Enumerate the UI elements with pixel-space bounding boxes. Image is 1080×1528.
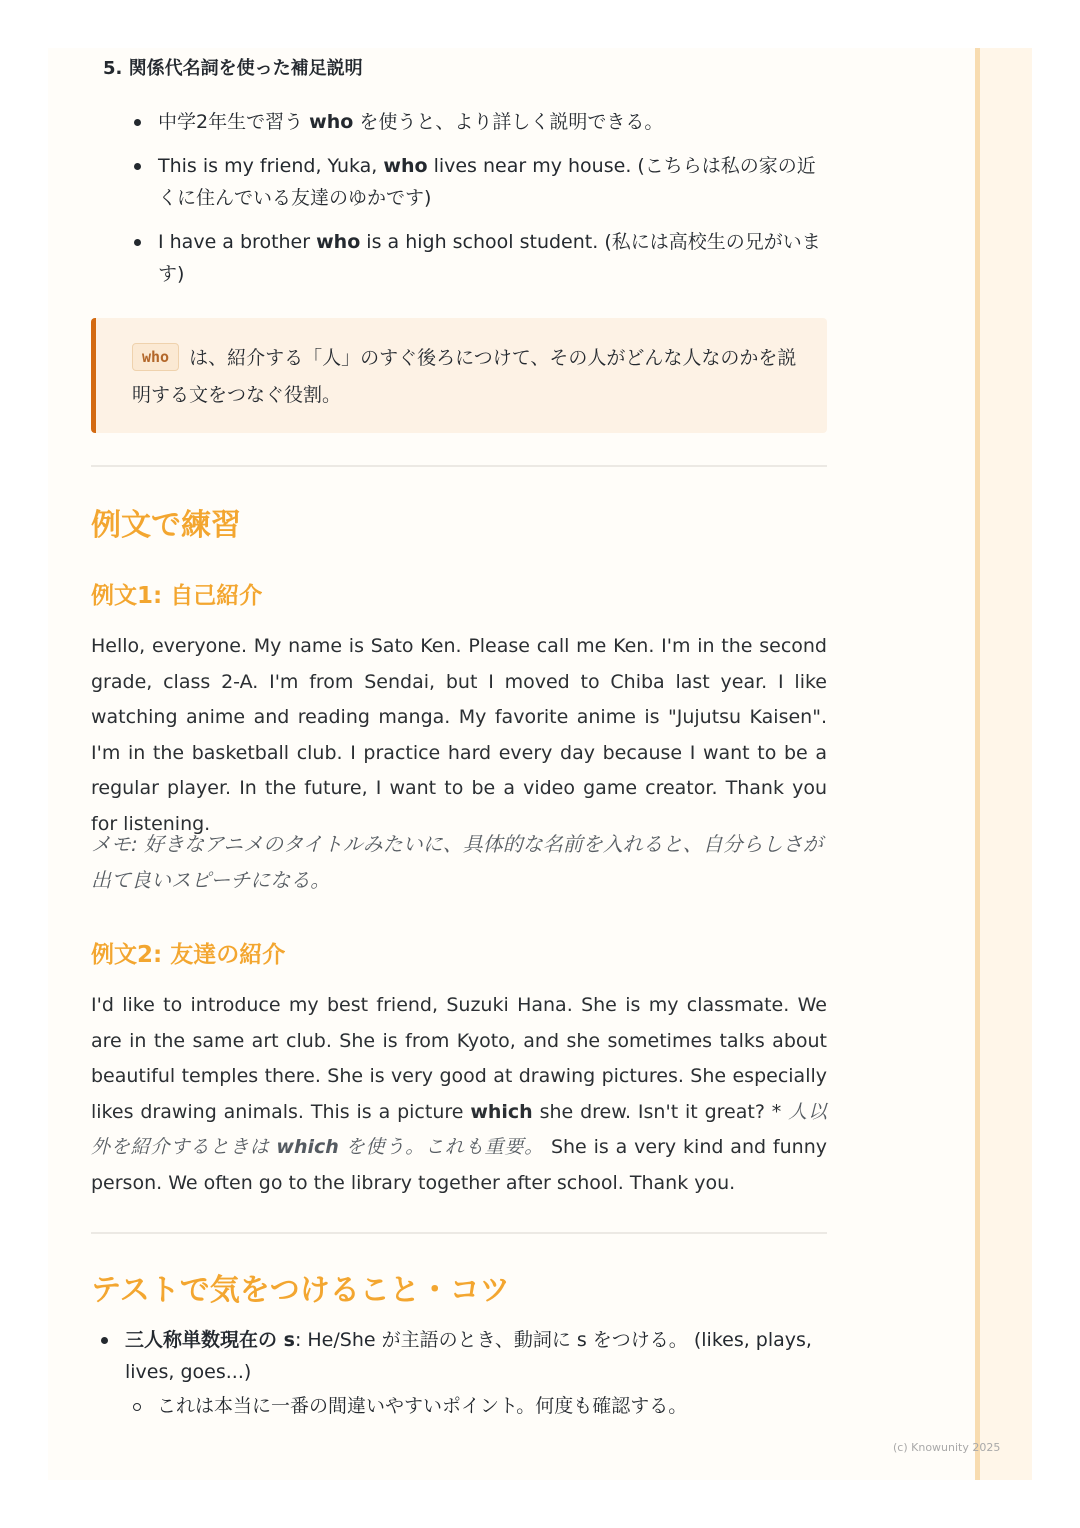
bullet-bold: 三人称単数現在の s (125, 1329, 295, 1351)
section-5-title: 5. 関係代名詞を使った補足説明 (103, 58, 363, 79)
example-1-memo: メモ: 好きなアニメのタイトルみたいに、具体的な名前を入れると、自分らしさが出て良いスピーチになる。 (91, 832, 823, 892)
bullet-bold: who (383, 155, 428, 177)
para-italic: 人以外を紹介するときは (91, 1100, 827, 1158)
para-italic-bold: which (276, 1136, 339, 1158)
example-2-heading: 例文2: 友達の紹介 (91, 942, 286, 968)
bullet-text: を使うと、より詳しく説明できる。 (353, 111, 664, 133)
callout-note (91, 318, 827, 433)
bullet-text: : He/She が主語のとき、動詞に s をつける。 (likes, plays, lives, goes...) (125, 1329, 812, 1383)
callout-text (132, 340, 812, 414)
bullet-bold: who (309, 111, 354, 133)
bullet-text: これは本当に一番の間違いやすいポイント。何度も確認する。 (157, 1395, 688, 1417)
para-italic: を使う。これも重要。 (338, 1136, 545, 1158)
bullet-text: lives near my house. (こちらは私の家の近くに住んでいる友達のゆかです) (158, 155, 816, 209)
para-bold: which (470, 1100, 533, 1123)
side-margin-line (975, 48, 980, 1480)
para-text: She is a very kind and funny person. We often go to the library together after school. Thank you. (91, 1136, 827, 1194)
callout-body: は、紹介する「人」のすぐ後ろにつけて、その人がどんな人なのかを説明する文をつなぐ役割。 (132, 347, 797, 406)
example-2-text (91, 988, 827, 1201)
bullet-text: is a high school student. (私には高校生の兄がいます) (158, 231, 821, 285)
para-text: she drew. Isn't it great? * (532, 1100, 789, 1123)
list-item (134, 150, 830, 214)
sub-list-item (133, 1390, 817, 1422)
list-item (101, 1324, 815, 1388)
bullet-bold: who (316, 231, 361, 253)
copyright-footer: (c) Knowunity 2025 (893, 1441, 1001, 1454)
divider (91, 465, 827, 467)
para-text: I'd like to introduce my best friend, Suzuki Hana. She is my classmate. We are in the same art club. She is from Kyoto, and she sometimes talks about beautiful temples there. She is very good at drawing pictures. She especially likes drawing animals. This is a picture (91, 994, 827, 1123)
bullet-text: 中学2年生で習う (158, 111, 310, 133)
example-1-text: Hello, everyone. My name is Sato Ken. Please call me Ken. I'm in the second grade, class 2-A. I'm from Sendai, but I moved to Chiba last year. I like watching anime and reading manga. My favorite anime is "Jujutsu Kaisen". I'm in the basketball club. I practice hard every day because I want to be a regular player. In the future, I want to be a video game creator. Thank you for listening. (91, 635, 827, 835)
list-item (134, 226, 830, 290)
list-item (134, 106, 848, 138)
bullet-text: This is my friend, Yuka, (158, 155, 384, 177)
side-margin-stripe (975, 48, 1032, 1480)
divider (91, 1232, 827, 1234)
code-who: who (132, 343, 179, 371)
practice-heading: 例文で練習 (91, 508, 241, 543)
tips-heading: テストで気をつけること・コツ (91, 1273, 510, 1308)
example-1-heading: 例文1: 自己紹介 (91, 583, 263, 609)
bullet-text: I have a brother (158, 231, 317, 253)
